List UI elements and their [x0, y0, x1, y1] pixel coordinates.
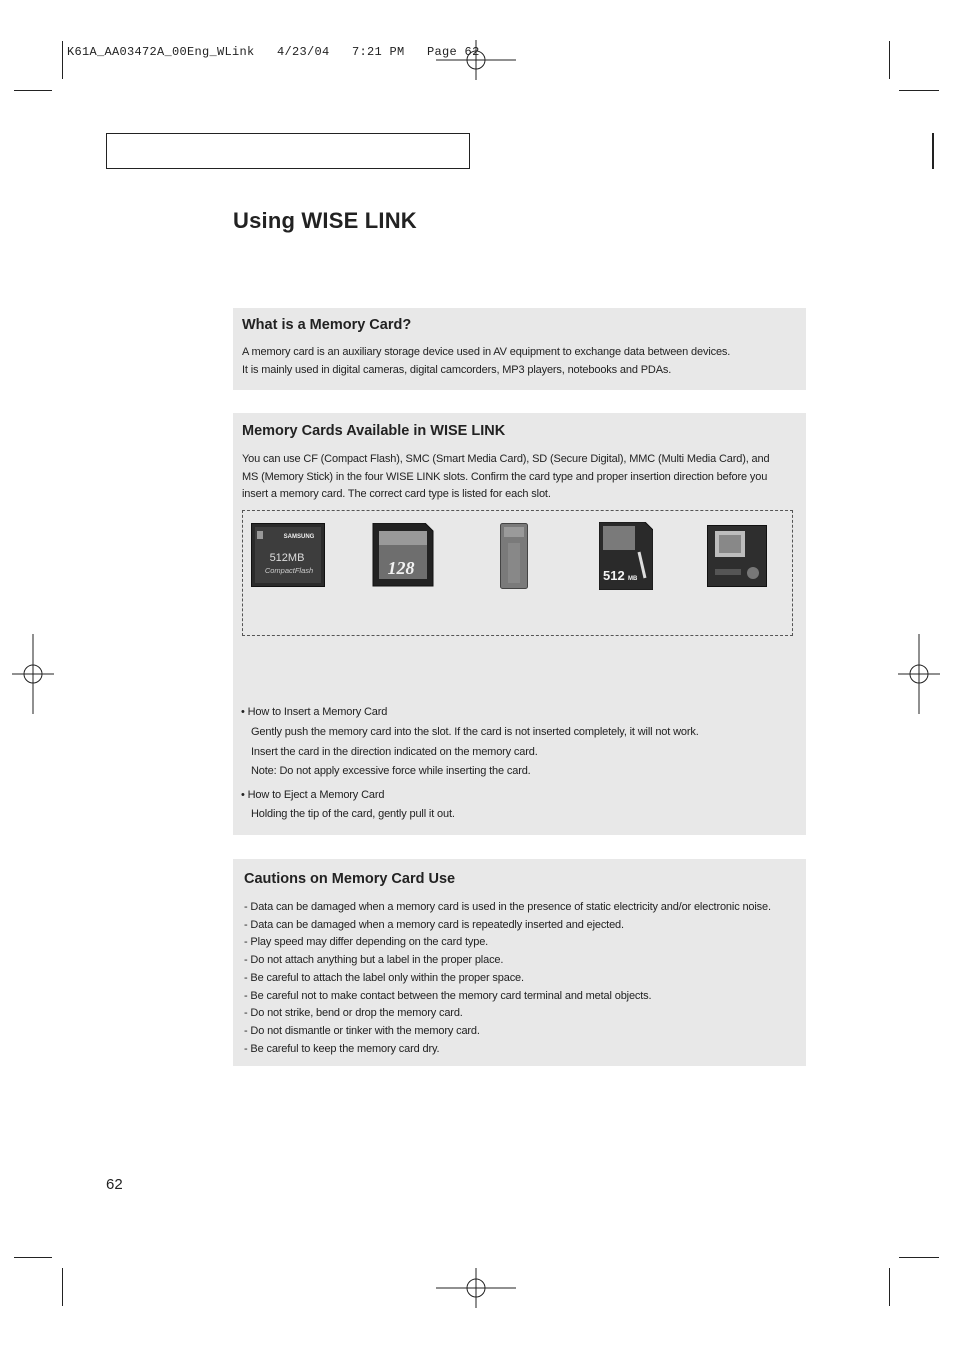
- crop-mark: [889, 41, 890, 79]
- mmc-card-image: [371, 523, 435, 587]
- caution-item: - Be careful not to make contact between the memory card terminal and metal objects.: [244, 989, 652, 1002]
- body-line: A memory card is an auxiliary storage device used in AV equipment to exchange data between devices.: [242, 346, 731, 358]
- caution-item: - Play speed may differ depending on the card type.: [244, 936, 489, 949]
- section-heading: Memory Cards Available in WISE LINK: [242, 423, 506, 439]
- crop-mark: [62, 41, 63, 79]
- crop-mark: [889, 1268, 890, 1306]
- cautions-list: [244, 899, 771, 1058]
- insert-line: Insert the card in the direction indicated on the memory card.: [251, 745, 538, 758]
- insert-instructions: [241, 703, 699, 825]
- memory-card-images: [242, 510, 793, 636]
- mmc-capacity-label: 128: [387, 558, 415, 578]
- sd-card-image: [599, 522, 653, 590]
- page-title: Using WISE LINK: [233, 208, 417, 233]
- sd-capacity-label: 512: [603, 568, 625, 583]
- eject-bullet: • How to Eject a Memory Card: [241, 789, 385, 802]
- body-line: MS (Memory Stick) in the four WISE LINK slots. Confirm the card type and proper insertion direction before you: [242, 470, 768, 483]
- crop-mark: [14, 1257, 52, 1258]
- insert-bullet: • How to Insert a Memory Card: [241, 706, 388, 718]
- caution-item: - Be careful to keep the memory card dry.: [244, 1042, 440, 1055]
- eject-line: Holding the tip of the card, gently pull it out.: [251, 808, 455, 821]
- body-line: You can use CF (Compact Flash), SMC (Smart Media Card), SD (Secure Digital), MMC (Multi Media Card), and: [242, 453, 770, 465]
- section-body: [242, 451, 769, 504]
- registration-mark-top: [436, 40, 516, 80]
- caution-item: - Data can be damaged when a memory card is used in the presence of static electricity and/or electronic noise.: [244, 901, 771, 913]
- insert-line: Gently push the memory card into the slot. If the card is not inserted completely, it will not work.: [251, 726, 699, 739]
- body-line: insert a memory card. The correct card type is listed for each slot.: [242, 488, 551, 501]
- cf-type-label: CompactFlash: [264, 566, 314, 575]
- header-box: [106, 133, 470, 169]
- crop-mark: [62, 1268, 63, 1306]
- crop-mark: [899, 1257, 939, 1258]
- registration-mark-bottom: [436, 1268, 516, 1308]
- registration-mark-left: [12, 634, 54, 714]
- caution-item: - Do not dismantle or tinker with the memory card.: [244, 1024, 480, 1037]
- compactflash-card-image: [251, 523, 325, 587]
- section-body: [242, 344, 730, 379]
- cf-brand-label: SAMSUNG: [283, 534, 315, 540]
- crop-mark: [14, 90, 52, 91]
- body-line: It is mainly used in digital cameras, digital camcorders, MP3 players, notebooks and PDAs.: [242, 363, 672, 376]
- caution-item: - Be careful to attach the label only within the proper space.: [244, 971, 524, 984]
- caution-item: - Do not strike, bend or drop the memory card.: [244, 1007, 463, 1020]
- memory-stick-image: [500, 523, 528, 589]
- cautions-panel: [233, 859, 806, 1066]
- section-heading: What is a Memory Card?: [242, 317, 412, 333]
- crop-mark: [932, 133, 934, 169]
- cf-capacity-label: 512MB: [269, 552, 305, 564]
- section-heading: Cautions on Memory Card Use: [244, 871, 456, 887]
- what-is-memory-card-panel: [233, 308, 806, 390]
- caution-item: - Data can be damaged when a memory card is repeatedly inserted and ejected.: [244, 918, 624, 931]
- print-slug: K61A_AA03472A_00Eng_WLink 4/23/04 7:21 PM Page 62: [67, 45, 480, 59]
- crop-mark: [899, 90, 939, 91]
- page-number: 62: [106, 1176, 123, 1193]
- memory-cards-available-panel: [233, 413, 806, 835]
- insert-line: Note: Do not apply excessive force while inserting the card.: [251, 764, 531, 777]
- sd-unit-label: MB: [628, 576, 638, 582]
- caution-item: - Do not attach anything but a label in the proper place.: [244, 954, 504, 967]
- smartmedia-card-image: [707, 525, 767, 587]
- registration-mark-right: [898, 634, 940, 714]
